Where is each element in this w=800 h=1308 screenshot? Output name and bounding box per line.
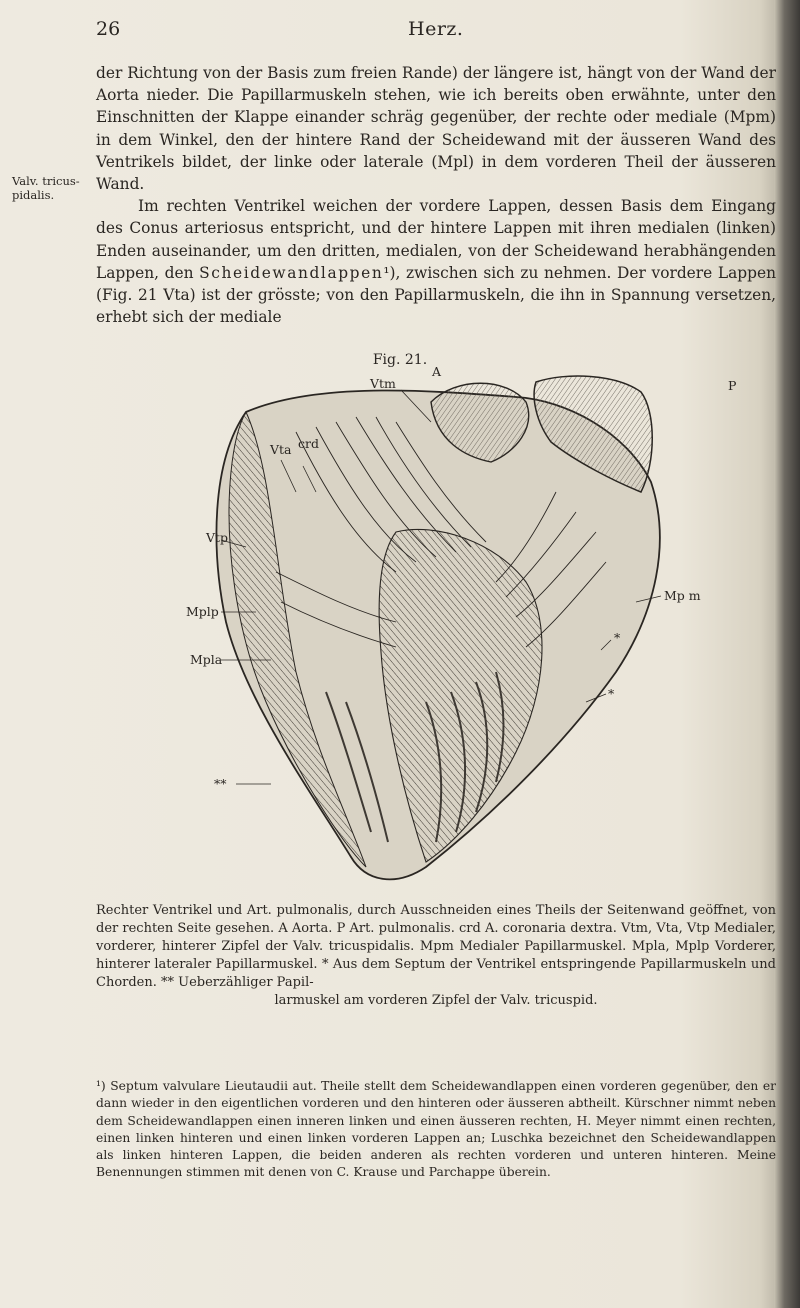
label-aorta: A	[432, 364, 442, 379]
label-crd: crd	[298, 436, 319, 451]
paragraph-2-part-2: ¹), zwischen sich zu nehmen. Der vordere Lappen (Fig. 21 Vta) ist der grösste; von den Papillarmuskeln, die ihn in Spannung versetzen, erhebt sich der mediale	[96, 263, 776, 327]
paragraph-2	[96, 195, 776, 328]
body-text	[96, 62, 776, 328]
caption-text: Rechter Ventrikel und Art. pulmonalis, durch Ausschneiden eines Theils der Seitenwand geöffnet, von der rechten Seite gesehen. A Aorta. P Art. pulmonalis. crd A. coronaria dextra. Vtm, Vta, Vtp Medialer, vorderer, hinterer Zipfel der Valv. tricuspidalis. Mpm Medialer Papillarmuskel. Mpla, Mplp Vorderer, hinterer lateraler Papillarmuskel. * Aus dem Septum der Ventrikel entspringende Papillarmuskeln und Chorden. ** Ueberzähliger Papil-	[96, 903, 776, 990]
page-header	[96, 18, 776, 48]
margin-note: Valv. tricus- pidalis.	[12, 174, 80, 202]
anatomical-figure	[96, 364, 776, 892]
page-number: 26	[96, 18, 121, 40]
label-star-upper: *	[614, 630, 621, 645]
label-mpm: Mp m	[664, 588, 701, 603]
caption-last-line: larmuskel am vorderen Zipfel der Valv. tricuspid.	[274, 993, 598, 1008]
label-double-star: **	[214, 776, 227, 791]
running-title: Herz.	[408, 18, 464, 40]
label-vtm: Vtm	[370, 376, 396, 391]
figure-label: Fig. 21.	[372, 352, 428, 368]
label-mplp: Mplp	[186, 604, 219, 619]
label-star-lower: *	[608, 686, 615, 701]
footnote: ¹) Septum valvulare Lieutaudii aut. Theile stellt dem Scheidewandlappen einen vorderen gegenüber, den er dann wieder in den eigentlichen vorderen und den hinteren oder äusseren abtheilt. Kürschner nimmt neben dem Scheidewandlappen einen inneren linken und einen äusseren rechten, H. Meyer nimmt einen rechten, einen linken hinteren und einen linken vorderen Lappen an; Luschka bezeichnet den Scheidewandlappen als linken hinteren Lappen, die beiden anderen als rechten vorderen und unteren hinteren. Meine Benennungen stimmen mit denen von C. Krause und Parchappe überein.	[96, 1079, 776, 1180]
label-mpla: Mpla	[190, 652, 223, 667]
figure-caption	[96, 902, 776, 1010]
paragraph-2-part-1: Im rechten Ventrikel weichen der vordere Lappen, dessen Basis dem Eingang des Conus arteriosus entspricht, und der hintere Lappen mit ihren medialen (linken) Enden auseinander, um den dritten, medialen, von der Scheidewand herabhängenden Lappen, den	[96, 197, 776, 282]
paragraph-1: der Richtung von der Basis zum freien Rande) der längere ist, hängt von der Wand der Aorta nieder. Die Papillarmuskeln stehen, wie ich bereits oben erwähnte, unter den Einschnitten der Klappe einander schräg gegenüber, der rechte oder mediale (Mpm) in dem Winkel, den der hintere Rand der Scheidewand mit der äusseren Wand des Ventrikels bildet, der linke oder laterale (Mpl) in dem vorderen Theil der äusseren Wand.	[96, 64, 776, 194]
heart-illustration	[96, 372, 776, 892]
label-vta: Vta	[270, 442, 292, 457]
book-page-edge	[774, 0, 800, 1308]
paragraph-2-spaced-term: Scheidewandlappen	[199, 263, 384, 282]
label-vtp: Vtp	[206, 530, 229, 545]
label-pulmonalis: P	[728, 378, 737, 393]
